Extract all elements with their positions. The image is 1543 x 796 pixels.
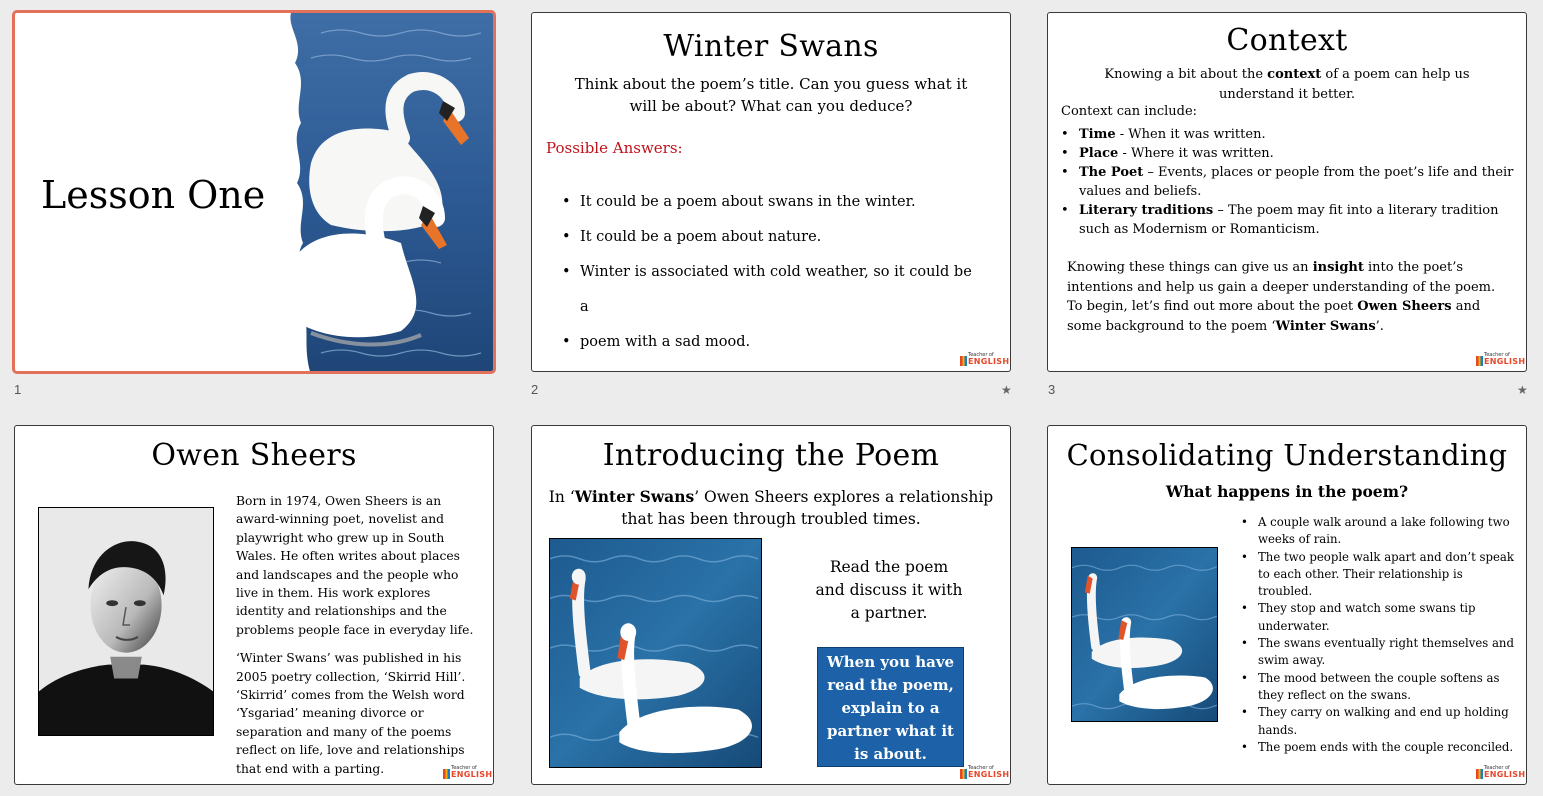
list-item: [1061, 125, 1516, 144]
term: Place: [1079, 146, 1119, 161]
list-item: • The poem ends with the couple reconciled.: [1238, 739, 1518, 756]
context-paragraph: [1067, 258, 1517, 336]
logo-line-2: ENGLISH: [451, 770, 493, 779]
list-item: • Winter is associated with cold weather, so it could be a: [562, 255, 982, 325]
context-intro: [1068, 65, 1506, 105]
slide-thumbnail-3[interactable]: [1047, 12, 1527, 372]
logo-line-1: Teacher of: [968, 352, 994, 358]
slide-thumbnail-1[interactable]: [12, 10, 496, 374]
text: of a poem can help us understand it better.: [1218, 67, 1470, 102]
owen-sheers-photo: [38, 507, 214, 736]
logo-line-1: Teacher of: [451, 765, 477, 771]
term: The Poet: [1079, 165, 1144, 180]
slide-title: Owen Sheers: [151, 438, 357, 473]
list-item: [1061, 201, 1516, 239]
context-can-include: Context can include:: [1061, 104, 1198, 119]
slide-title: Winter Swans: [663, 29, 879, 64]
text: To begin, let’s find out more about the poet: [1067, 299, 1358, 314]
text: into the poet’s intentions and help us gain a deeper understanding of the poem.: [1067, 260, 1496, 295]
possible-answers-label: Possible Answers:: [546, 139, 683, 157]
slide-title: Introducing the Poem: [602, 438, 940, 473]
slide-title: Context: [1226, 23, 1348, 58]
list-item: [1061, 163, 1516, 201]
text: Knowing a bit about the: [1104, 67, 1268, 82]
slide-title: Consolidating Understanding: [1066, 438, 1508, 472]
text: – Events, places or people from the poet’s life and their values and beliefs.: [1079, 165, 1514, 199]
context-list: [1061, 125, 1516, 239]
list-item: • The mood between the couple softens as they reflect on the swans.: [1238, 670, 1518, 705]
logo-line-2: ENGLISH: [968, 770, 1010, 779]
text: ’ Owen Sheers explores a relationship that has been through troubled times.: [621, 488, 994, 528]
text: - Where it was written.: [1118, 146, 1274, 161]
teacher-of-english-logo: [960, 765, 1010, 781]
list-item: • It could be a poem about swans in the winter.: [562, 185, 982, 220]
text-bold: insight: [1312, 260, 1364, 275]
slide-thumbnail-5[interactable]: [531, 425, 1011, 785]
teacher-of-english-logo: [1476, 352, 1526, 368]
teacher-of-english-logo: [960, 352, 1010, 368]
slide-number: 2: [531, 382, 539, 397]
list-item: • The two people walk apart and don’t speak to each other. Their relationship is troubled.: [1238, 549, 1518, 601]
slide-question: What happens in the poem?: [1165, 482, 1409, 501]
logo-line-1: Teacher of: [1484, 765, 1510, 771]
text-bold: context: [1267, 67, 1322, 82]
swans-photo: [1071, 547, 1218, 722]
bio-paragraph: ‘Winter Swans’ was published in his 2005 poetry collection, ‘Skirrid Hill’. ‘Skirrid’ comes from the Welsh word ‘Ysgariad’ meaning divorce or separation and many of the poems reflect on life, love and relationships that end with a parting.: [236, 651, 466, 776]
term: Literary traditions: [1079, 203, 1214, 218]
answers-list: [562, 185, 982, 360]
term: Time: [1079, 127, 1116, 142]
text: - When it was written.: [1115, 127, 1266, 142]
task-box: When you have read the poem, explain to a partner what it is about.: [817, 647, 964, 767]
list-item: [1061, 144, 1516, 163]
slide-thumbnail-2[interactable]: [531, 12, 1011, 372]
slide-thumbnail-6[interactable]: [1047, 425, 1527, 785]
slide-thumbnail-4[interactable]: [14, 425, 494, 785]
text: and some background to the poem ‘: [1067, 299, 1481, 334]
list-item: • They carry on walking and end up holding hands.: [1238, 704, 1518, 739]
read-instruction: Read the poem and discuss it with a partner.: [815, 558, 963, 622]
star-icon: ★: [1517, 383, 1528, 397]
biography: [236, 492, 480, 785]
text: Knowing these things can give us an: [1067, 260, 1313, 275]
teacher-of-english-logo: [443, 765, 493, 781]
events-list: [1238, 514, 1518, 756]
text: In ‘: [548, 488, 575, 506]
list-item: • The swans eventually right themselves and swim away.: [1238, 635, 1518, 670]
slide-subtitle: [542, 486, 1000, 530]
list-item: • A couple walk around a lake following two weeks of rain.: [1238, 514, 1518, 549]
logo-line-2: ENGLISH: [968, 357, 1010, 366]
slide-number: 3: [1048, 382, 1056, 397]
logo-line-1: Teacher of: [1484, 352, 1510, 358]
slide-subtitle: Think about the poem’s title. Can you guess what it will be about? What can you deduce?: [574, 75, 968, 115]
text-bold: Winter Swans: [574, 487, 695, 506]
text-bold: Owen Sheers: [1357, 299, 1452, 314]
list-item: • It could be a poem about nature.: [562, 220, 982, 255]
list-item-continuation: • poem with a sad mood.: [562, 325, 982, 360]
slide-title: Lesson One: [41, 173, 266, 217]
logo-line-1: Teacher of: [968, 765, 994, 771]
star-icon: ★: [1001, 383, 1012, 397]
bio-paragraph: Born in 1974, Owen Sheers is an award-winning poet, novelist and playwright who grew up in South Wales. He often writes about places and landscapes and the people who live in them. His work explores identity and relationships and the problems people face in everyday life.: [236, 494, 474, 637]
slide-number: 1: [14, 382, 22, 397]
text: – The poem may fit into a literary tradition such as Modernism or Romanticism.: [1079, 203, 1499, 237]
list-item: • They stop and watch some swans tip underwater.: [1238, 600, 1518, 635]
logo-line-2: ENGLISH: [1484, 357, 1526, 366]
text: ’.: [1375, 318, 1384, 334]
text-bold: Winter Swans: [1275, 318, 1376, 334]
swans-photo: [549, 538, 762, 768]
swans-photo: [251, 13, 496, 374]
teacher-of-english-logo: [1476, 765, 1526, 781]
logo-line-2: ENGLISH: [1484, 770, 1526, 779]
